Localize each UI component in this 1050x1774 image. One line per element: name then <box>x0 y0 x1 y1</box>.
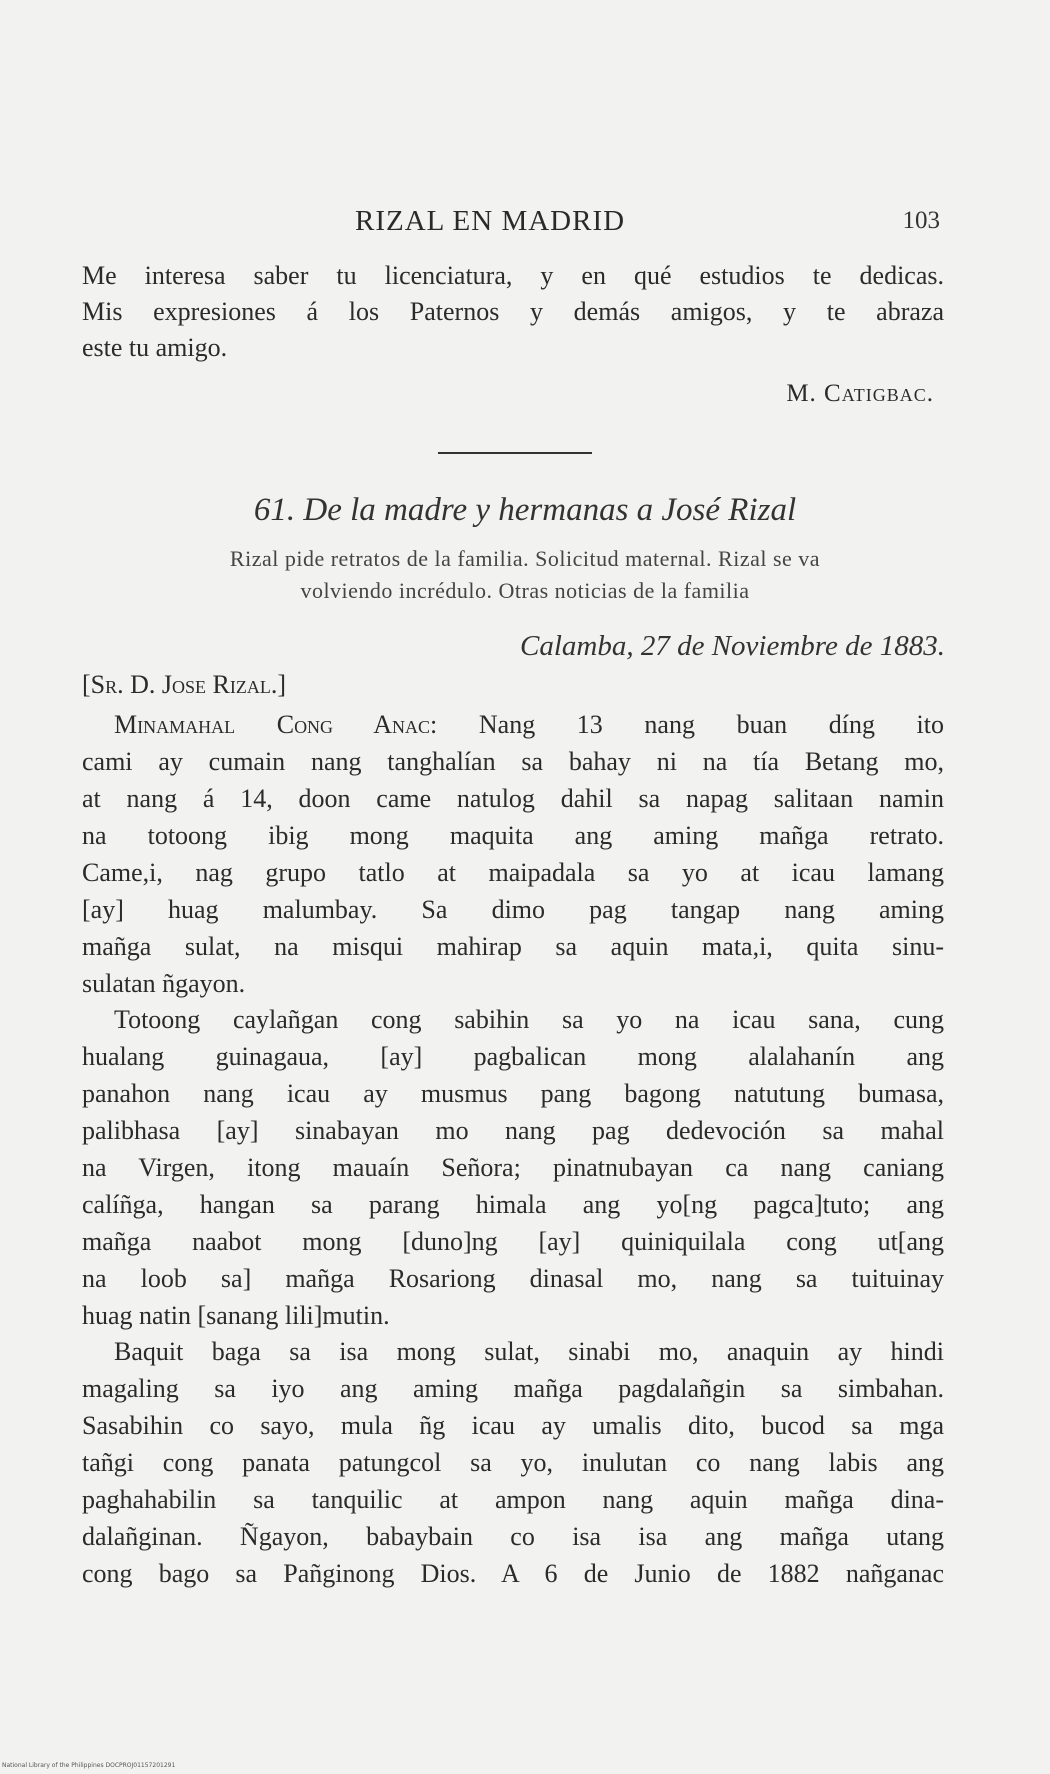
text-line: Mis expresiones á los Paternos y demás amigos, y te abraza <box>82 297 944 326</box>
text-line: na totoong ibig mong maquita ang aming mañga retrato. <box>82 821 944 850</box>
dateline: Calamba, 27 de Noviembre de 1883. <box>519 630 945 662</box>
text-line: cong bago sa Pañginong Dios. A 6 de Junio de 1882 nañganac <box>82 1559 944 1588</box>
section-divider <box>438 452 592 454</box>
running-title: RIZAL EN MADRID <box>355 205 626 237</box>
text-line: na loob sa] mañga Rosariong dinasal mo, nang sa tuituinay <box>82 1264 944 1293</box>
text-line: mañga sulat, na misqui mahirap sa aquin mata,i, quita sinu- <box>82 932 944 961</box>
text-line: Me interesa saber tu licenciatura, y en qué estudios te dedicas. <box>82 261 944 290</box>
text-line: dalañginan. Ñgayon, babaybain co isa isa ang mañga utang <box>82 1522 944 1551</box>
addressee: [Sr. D. Jose Rizal.] <box>82 670 287 699</box>
letter-summary-line: Rizal pide retratos de la familia. Solicitud maternal. Rizal se va <box>229 546 821 571</box>
text-line: tañgi cong panata patungcol sa yo, inulutan co nang labis ang <box>82 1448 944 1477</box>
text-line: sulatan ñgayon. <box>82 969 246 998</box>
text-line: magaling sa iyo ang aming mañga pagdalañgin sa simbahan. <box>82 1374 944 1403</box>
page-number: 103 <box>902 207 940 234</box>
text-line: na Virgen, itong mauaín Señora; pinatnubayan ca nang caniang <box>82 1153 944 1182</box>
text-line: paghahabilin sa tanquilic at ampon nang aquin mañga dina- <box>82 1485 944 1514</box>
text-line: Sasabihin co sayo, mula ñg icau ay umalis dito, bucod sa mga <box>82 1411 944 1440</box>
text-line: Totoong caylañgan cong sabihin sa yo na icau sana, cung <box>114 1005 944 1034</box>
text-line: cami ay cumain nang tanghalían sa bahay ni na tía Betang mo, <box>82 747 944 776</box>
text-line: calíñga, hangan sa parang himala ang yo[ng pagca]tuto; ang <box>82 1190 944 1219</box>
letter-title: 61. De la madre y hermanas a José Rizal <box>253 492 797 528</box>
text-line <box>82 707 944 743</box>
text-line: Baquit baga sa isa mong sulat, sinabi mo, anaquin ay hindi <box>114 1337 944 1366</box>
text-line: Came,i, nag grupo tatlo at maipadala sa yo at icau lamang <box>82 858 944 887</box>
signature: M. Catigbac. <box>786 380 934 407</box>
text-line: huag natin [sanang lili]mutin. <box>82 1301 390 1330</box>
salutation: Minamahal Cong Anac: <box>114 710 438 739</box>
text-line: mañga naabot mong [duno]ng [ay] quiniquilala cong ut[ang <box>82 1227 944 1256</box>
text-line: palibhasa [ay] sinabayan mo nang pag dedevoción sa mahal <box>82 1116 944 1145</box>
letter-summary-line: volviendo incrédulo. Otras noticias de la familia <box>300 578 750 603</box>
text-line: at nang á 14, doon came natulog dahil sa napag salitaan namin <box>82 784 944 813</box>
text-span: Nang 13 nang buan díng ito <box>478 710 945 739</box>
text-line: hualang guinagaua, [ay] pagbalican mong alalahanín ang <box>82 1042 944 1071</box>
text-line: este tu amigo. <box>82 333 228 362</box>
text-line: panahon nang icau ay musmus pang bagong natutung bumasa, <box>82 1079 944 1108</box>
running-head <box>80 205 940 245</box>
text-line: [ay] huag malumbay. Sa dimo pag tangap nang aming <box>82 895 944 924</box>
scan-footer: National Library of the Philippines DOCPROJ01157201291 <box>2 1762 176 1769</box>
